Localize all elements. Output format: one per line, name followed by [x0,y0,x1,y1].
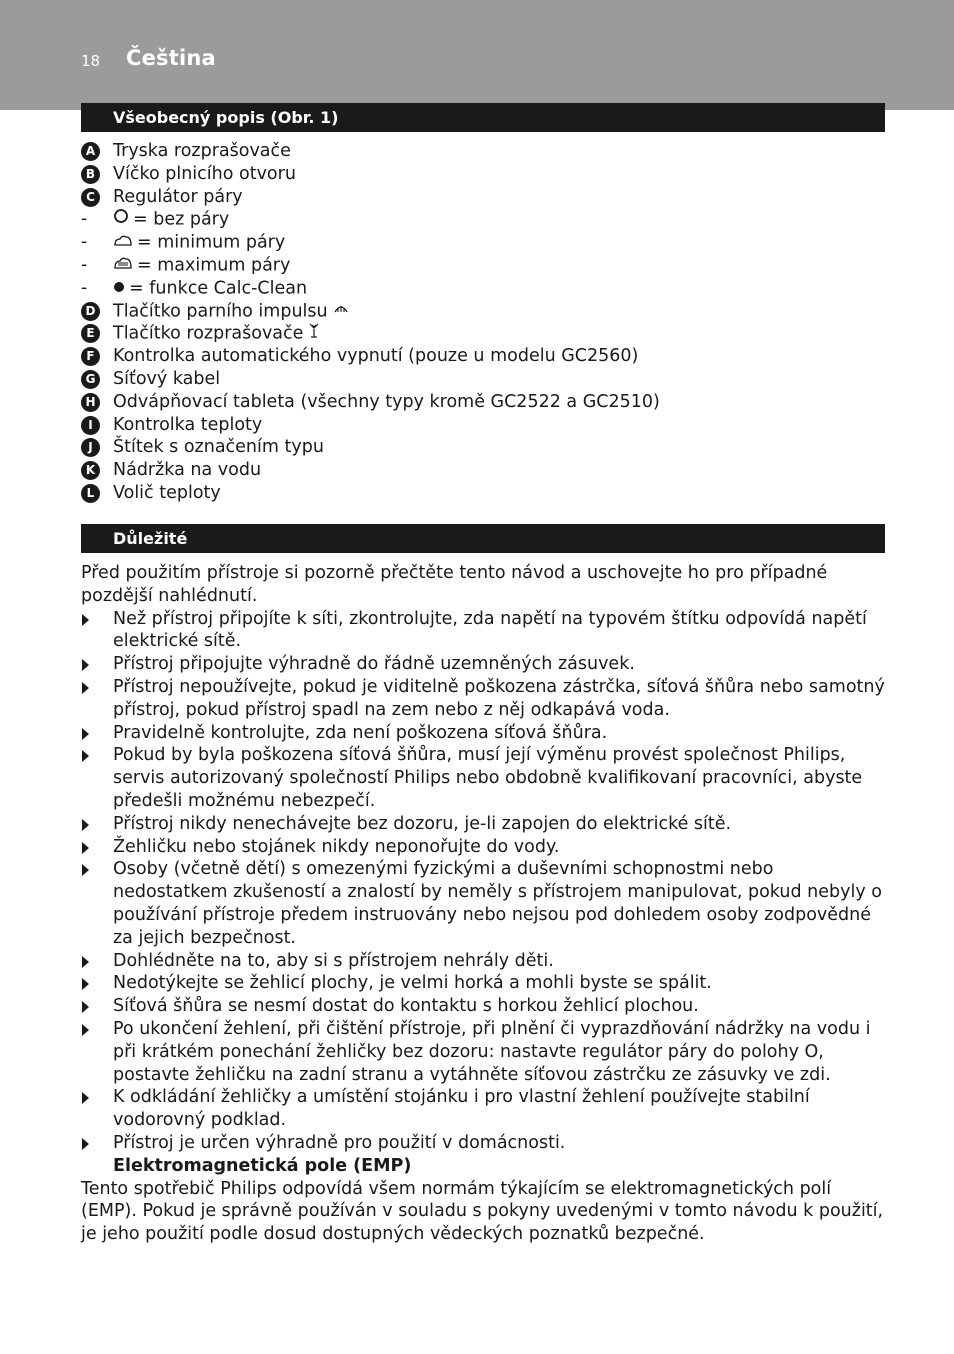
parts-list-item [81,482,885,505]
parts-list-item [81,414,885,437]
part-letter-badge: L [81,484,100,503]
page-header [0,0,954,110]
part-description [113,391,660,414]
parts-list-item [81,163,885,186]
parts-list-item [81,254,885,277]
part-letter-badge: A [81,142,100,161]
section-title-important: Důležité [81,524,885,553]
bullet-text: Pokud by byla poškozena síťová šňůra, musí její výměnu provést společnost Philips, servis autorizovaný společností Philips nebo obdobně kvalifikovaní pracovníci, abyste předešli možnému nebezpečí. [113,745,863,811]
parts-list-item [81,345,885,368]
intro-text: Před použitím přístroje si pozorně přečtěte tento návod a uschovejte ho pro případné pozdější nahlédnutí. [81,563,828,606]
bullet-triangle-icon [82,819,89,831]
list-item [81,813,885,836]
list-item [81,1086,885,1132]
part-label: Regulátor páry [113,186,243,207]
bullet-triangle-icon [82,1001,89,1013]
bullet-triangle-icon [82,728,89,740]
bullet-triangle-icon [82,614,89,626]
bullet-text: Nedotýkejte se žehlicí plochy, je velmi horká a mohli byste se spálit. [113,973,712,994]
part-letter-badge: C [81,188,100,207]
important-section [81,562,885,1246]
bullet-triangle-icon [82,1092,89,1104]
list-item [81,950,885,973]
bullet-triangle-icon [82,956,89,968]
part-description [113,208,229,231]
list-item [81,1132,885,1155]
list-item [81,744,885,812]
parts-list-item [81,459,885,482]
parts-list-item [81,322,885,345]
dash-marker: - [81,209,88,230]
parts-list-item [81,436,885,459]
bullet-triangle-icon [82,1024,89,1036]
part-description [113,300,353,323]
dash-marker: - [81,277,88,298]
part-description [113,254,290,277]
spray-icon [308,322,320,345]
part-label: Nádržka na vodu [113,460,262,481]
bullet-text: Osoby (včetně dětí) s omezenými fyzickými a duševními schopnostmi nebo nedostatkem zkušeností a znalostí by neměly s přístrojem manipulovat, pokud nebyly o používání přístroje předem instruovány nebo nejsou pod dohledem osoby zodpovědné za jejich bezpečnost. [113,859,882,948]
part-label: = maximum páry [137,255,291,276]
part-letter-badge: G [81,370,100,389]
bullet-triangle-icon [82,978,89,990]
parts-list-item [81,208,885,231]
part-letter-badge: F [81,347,100,366]
part-label: Síťový kabel [113,368,221,389]
shot-of-steam-icon [333,300,349,323]
parts-list-item [81,300,885,323]
section-title-general-description: Všeobecný popis (Obr. 1) [81,103,885,132]
part-letter-badge: I [81,416,100,435]
parts-list-item [81,391,885,414]
list-item [81,653,885,676]
part-label: = bez páry [133,209,230,230]
list-item [81,608,885,654]
bullet-triangle-icon [82,1138,89,1150]
part-description [113,140,291,163]
part-description [113,277,307,300]
part-label: Tlačítko parního impulsu [113,300,328,321]
part-label: Kontrolka teploty [113,414,263,435]
parts-list-item [81,368,885,391]
list-item [81,676,885,722]
language-title: Čeština [126,46,216,70]
part-letter-badge: J [81,438,100,457]
part-letter-badge: H [81,393,100,412]
bullet-text: Žehličku nebo stojánek nikdy neponořujte do vody. [113,836,560,857]
parts-list-item [81,140,885,163]
bullet-triangle-icon [82,682,89,694]
part-label: = minimum páry [137,232,286,253]
dash-marker: - [81,232,88,253]
steam-min-icon [113,231,133,254]
emp-text: Tento spotřebič Philips odpovídá všem normám týkajícím se elektromagnetických polí (EMP). Pokud je správně používán v souladu s pokyny uvedenými v tomto návodu k použití, je jeho použití podle dosud dostupných vědeckých poznatků bezpečné. [81,1178,884,1245]
page-number: 18 [81,52,101,70]
parts-list-item [81,231,885,254]
bullet-triangle-icon [82,864,89,876]
bullet-text: Po ukončení žehlení, při čištění přístroje, při plnění či vyprazdňování nádržky na vodu i při krátkém ponechání žehličky bez dozoru: nastavte regulátor páry do polohy O, postavte žehličku na zadní stranu a vytáhněte síťovou zástrčku ze zásuvky ve zdi. [113,1018,871,1085]
bullet-triangle-icon [82,750,89,762]
part-letter-badge: D [81,302,100,321]
part-label: Tlačítko rozprašovače [113,323,304,344]
parts-list-item [81,186,885,209]
part-description [113,414,262,437]
part-description [113,231,285,254]
bullet-text: Přístroj nikdy nenechávejte bez dozoru, je-li zapojen do elektrické sítě. [113,813,732,834]
part-description [113,186,243,209]
part-description [113,482,221,505]
parts-list-item [81,277,885,300]
part-description [113,368,220,391]
part-label: Víčko plnicího otvoru [113,163,296,184]
part-description [113,322,324,345]
dot-icon [113,277,125,300]
bullet-text: K odkládání žehličky a umístění stojánku i pro vlastní žehlení používejte stabilní vodorovný podklad. [113,1087,810,1131]
part-letter-badge: E [81,324,100,343]
steam-max-icon [113,254,133,277]
bullet-text: Pravidelně kontrolujte, zda není poškozena síťová šňůra. [113,722,608,743]
part-description [113,436,324,459]
part-description [113,345,638,368]
part-letter-badge: K [81,461,100,480]
safety-list [81,608,885,1155]
parts-list [81,140,885,505]
bullet-text: Přístroj nepoužívejte, pokud je viditelně poškozena zástrčka, síťová šňůra nebo samotný přístroj, pokud přístroj spadl na zem nebo z něj odkapává voda. [113,676,885,720]
dash-marker: - [81,254,88,275]
bullet-text: Dohlédněte na to, aby si s přístrojem nehrály děti. [113,950,554,971]
list-item [81,995,885,1018]
part-description [113,163,296,186]
part-label: Tryska rozprašovače [113,141,291,161]
part-letter-badge: B [81,165,100,184]
list-item [81,1018,885,1086]
list-item [81,722,885,745]
part-label: = funkce Calc-Clean [129,278,308,299]
circle-o-icon [113,208,129,231]
part-label: Kontrolka automatického vypnutí (pouze u modelu GC2560) [113,346,639,367]
bullet-triangle-icon [82,842,89,854]
bullet-text: Přístroj je určen výhradně pro použití v domácnosti. [113,1132,566,1153]
bullet-text: Přístroj připojujte výhradně do řádně uzemněných zásuvek. [113,654,635,675]
list-item [81,972,885,995]
list-item [81,836,885,859]
list-item [81,858,885,949]
bullet-text: Než přístroj připojíte k síti, zkontrolujte, zda napětí na typovém štítku odpovídá napětí elektrické sítě. [113,608,867,652]
bullet-text: Síťová šňůra se nesmí dostat do kontaktu s horkou žehlicí plochou. [113,996,699,1017]
part-description [113,459,261,482]
part-label: Štítek s označením typu [113,437,324,458]
bullet-triangle-icon [82,659,89,671]
part-label: Volič teploty [113,482,221,503]
emp-heading: Elektromagnetická pole (EMP) [113,1155,412,1176]
part-label: Odvápňovací tableta (všechny typy kromě GC2522 a GC2510) [113,391,660,412]
